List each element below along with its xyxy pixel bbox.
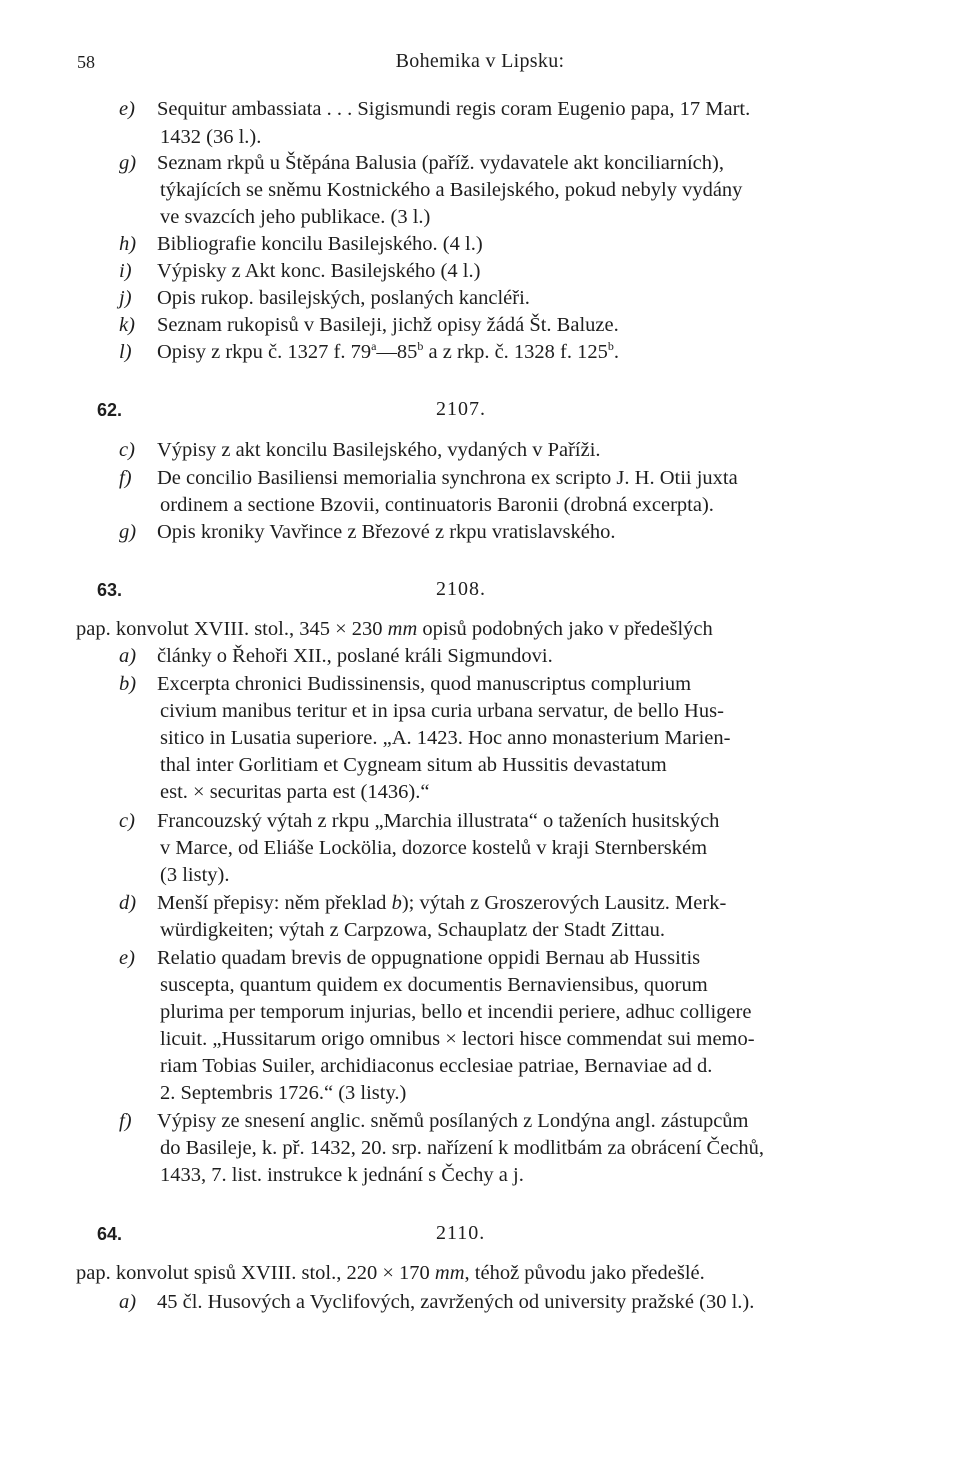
item-e-line5: riam Tobias Suiler, archidiaconus ecclesiae patriae, Bernaviae ad d.: [160, 1055, 713, 1077]
item-e-line6: 2. Septembris 1726.“ (3 listy.): [160, 1082, 407, 1104]
item-d: d) Menší přepisy: něm překlad b); výtah z Groszerových Lausitz. Merk-: [119, 892, 727, 914]
item-f-line2: do Basileje, k. př. 1432, 20. srp. nařízení k modlitbám za obrácení Čechů,: [160, 1137, 765, 1159]
item-e: e) Relatio quadam brevis de oppugnatione oppidi Bernau ab Hussitis: [119, 947, 701, 969]
item-i: i) Výpisky z Akt konc. Basilejského (4 l.): [119, 260, 481, 282]
item-c-line3: (3 listy).: [160, 864, 230, 886]
item-e-line2: suscepta, quantum quidem ex documentis Bernaviensibus, quorum: [160, 974, 708, 996]
entry-number: 62.: [97, 400, 123, 420]
item-b-line3: sitico in Lusatia superiore. „A. 1423. Hoc anno monasterium Marien-: [160, 727, 731, 749]
item-b-line2: civium manibus teritur et in ipsa curia urbana servatur, de bello Hus-: [160, 700, 724, 722]
item-b-line4: thal inter Gorlitiam et Cygneam situm ab Hussitis devastatum: [160, 754, 667, 776]
item-a: a) 45 čl. Husových a Vyclifových, zavržených od university pražské (30 l.).: [119, 1291, 755, 1313]
manuscript-description: pap. konvolut XVIII. stol., 345 × 230 mm opisů podobných jako v předešlých: [76, 618, 713, 640]
running-head: Bohemika v Lipsku:: [395, 50, 565, 72]
manuscript-signature: 2108.: [436, 578, 486, 600]
item-g-line2: týkajících se sněmu Kostnického a Basilejského, pokud nebyly vydány: [160, 179, 743, 201]
item-c: c) Francouzský výtah z rkpu „Marchia illustrata“ o taženích husitských: [119, 810, 720, 832]
item-f: f) De concilio Basiliensi memorialia synchrona ex scripto J. H. Otii juxta: [119, 467, 738, 489]
item-g: g) Seznam rkpů u Štěpána Balusia (paříž. vydavatele akt konciliarních),: [119, 152, 724, 174]
item-a: a) články o Řehoři XII., poslané králi Sigmundovi.: [119, 645, 553, 667]
manuscript-signature: 2110.: [436, 1222, 486, 1244]
manuscript-signature: 2107.: [436, 398, 486, 420]
item-j: j) Opis rukop. basilejských, poslaných kancléři.: [119, 287, 530, 309]
item-l: l) Opisy z rkpu č. 1327 f. 79$^a$—85$^b$ a z rkp. č. 1328 f. 125$^b$.: [119, 339, 619, 363]
item-d-line2: würdigkeiten; výtah z Carpzowa, Schauplatz der Stadt Zittau.: [160, 919, 665, 941]
item-e-line3: plurima per temporum injurias, bello et incendii periere, adhuc colligere: [160, 1001, 752, 1023]
entry-number: 64.: [97, 1224, 123, 1244]
item-e-line2: 1432 (36 l.).: [160, 126, 262, 148]
item-h: h) Bibliografie koncilu Basilejského. (4 l.): [119, 233, 483, 255]
item-c: c) Výpisy z akt koncilu Basilejského, vydaných v Paříži.: [119, 439, 601, 461]
item-e: e) Sequitur ambassiata . . . Sigismundi regis coram Eugenio papa, 17 Mart.: [119, 98, 751, 120]
item-c-line2: v Marce, od Eliáše Lockölia, dozorce kostelů v kraji Sternberském: [160, 837, 708, 859]
manuscript-description: pap. konvolut spisů XVIII. stol., 220 × 170 mm, téhož původu jako předešlé.: [76, 1262, 705, 1284]
item-e-line4: licuit. „Hussitarum origo omnibus × lectori hisce commendat sui memo-: [160, 1028, 755, 1050]
item-f: f) Výpisy ze snesení anglic. sněmů posílaných z Londýna angl. zástupcům: [119, 1110, 749, 1132]
item-g-line3: ve svazcích jeho publikace. (3 l.): [160, 206, 431, 228]
item-f-line3: 1433, 7. list. instrukce k jednání s Čechy a j.: [160, 1164, 524, 1186]
item-k: k) Seznam rukopisů v Basileji, jichž opisy žádá Št. Baluze.: [119, 314, 619, 336]
item-b: b) Excerpta chronici Budissinensis, quod manuscriptus complurium: [119, 673, 692, 695]
item-f-line2: ordinem a sectione Bzovii, continuatoris Baronii (drobná excerpta).: [160, 494, 714, 516]
page-number: 58: [77, 52, 95, 72]
item-b-line5: est. × securitas parta est (1436).“: [160, 781, 430, 803]
item-g: g) Opis kroniky Vavřince z Březové z rkpu vratislavského.: [119, 521, 616, 543]
entry-number: 63.: [97, 580, 123, 600]
